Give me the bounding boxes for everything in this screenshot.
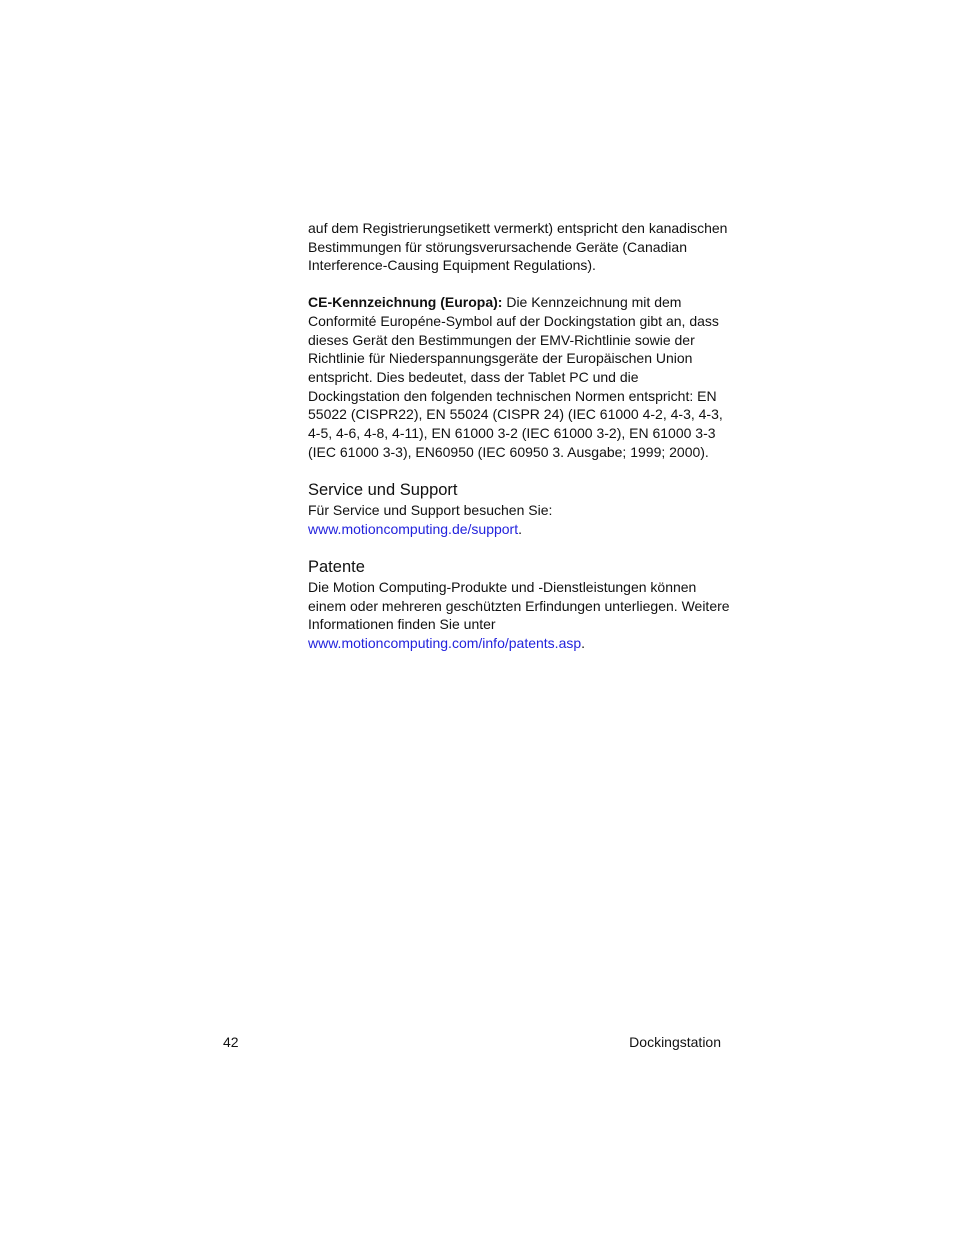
patents-heading: Patente [308, 557, 365, 576]
paragraph-patents [308, 578, 733, 653]
ce-marking-label: CE-Kennzeichnung (Europa): [308, 294, 503, 311]
service-link[interactable]: www.motioncomputing.de/support [308, 521, 519, 538]
patents-link-period: . [581, 634, 586, 651]
patents-text: Die Motion Computing-Produkte und -Dienstleistungen können einem oder mehreren geschützten Erfindungen unterliegen. Weitere Informationen finden Sie unter [308, 578, 730, 633]
service-text: Für Service und Support besuchen Sie: [308, 502, 553, 519]
service-heading: Service und Support [308, 481, 458, 500]
page-number: 42 [223, 1034, 239, 1050]
paragraph-canada-regulations: auf dem Registrierungsetikett vermerkt) entspricht den kanadischen Bestimmungen für störungsverursachende Geräte (Canadian Interference-Causing Equipment Regulations). [308, 220, 728, 274]
main-text-column [308, 219, 733, 653]
running-title: Dockingstation [629, 1034, 721, 1050]
service-link-period: . [518, 521, 522, 538]
ce-marking-text: Die Kennzeichnung mit dem Conformité Européne-Symbol auf der Dockingstation gibt an, dass dieses Gerät den Bestimmungen der EMV-Richtlinie sowie der Richtlinie für Niederspannungsgeräte der Europäischen Union entspricht. Dies bedeutet, dass der Tablet PC und die Dockingstation den folgenden technischen Normen entspricht: EN 55022 (CISPR22), EN 55024 (CISPR 24) (IEC 61000 4-2, 4-3, 4-3, 4-5, 4-6, 4-8, 4-11), EN 61000 3-2 (IEC 61000 3-2), EN 61000 3-3 (IEC 61000 3-3), EN60950 (IEC 60950 3. Ausgabe; 1999; 2000). [308, 294, 723, 460]
patents-link[interactable]: www.motioncomputing.com/info/patents.asp [308, 634, 582, 651]
paragraph-service [308, 501, 733, 538]
paragraph-ce-marking [308, 293, 733, 461]
